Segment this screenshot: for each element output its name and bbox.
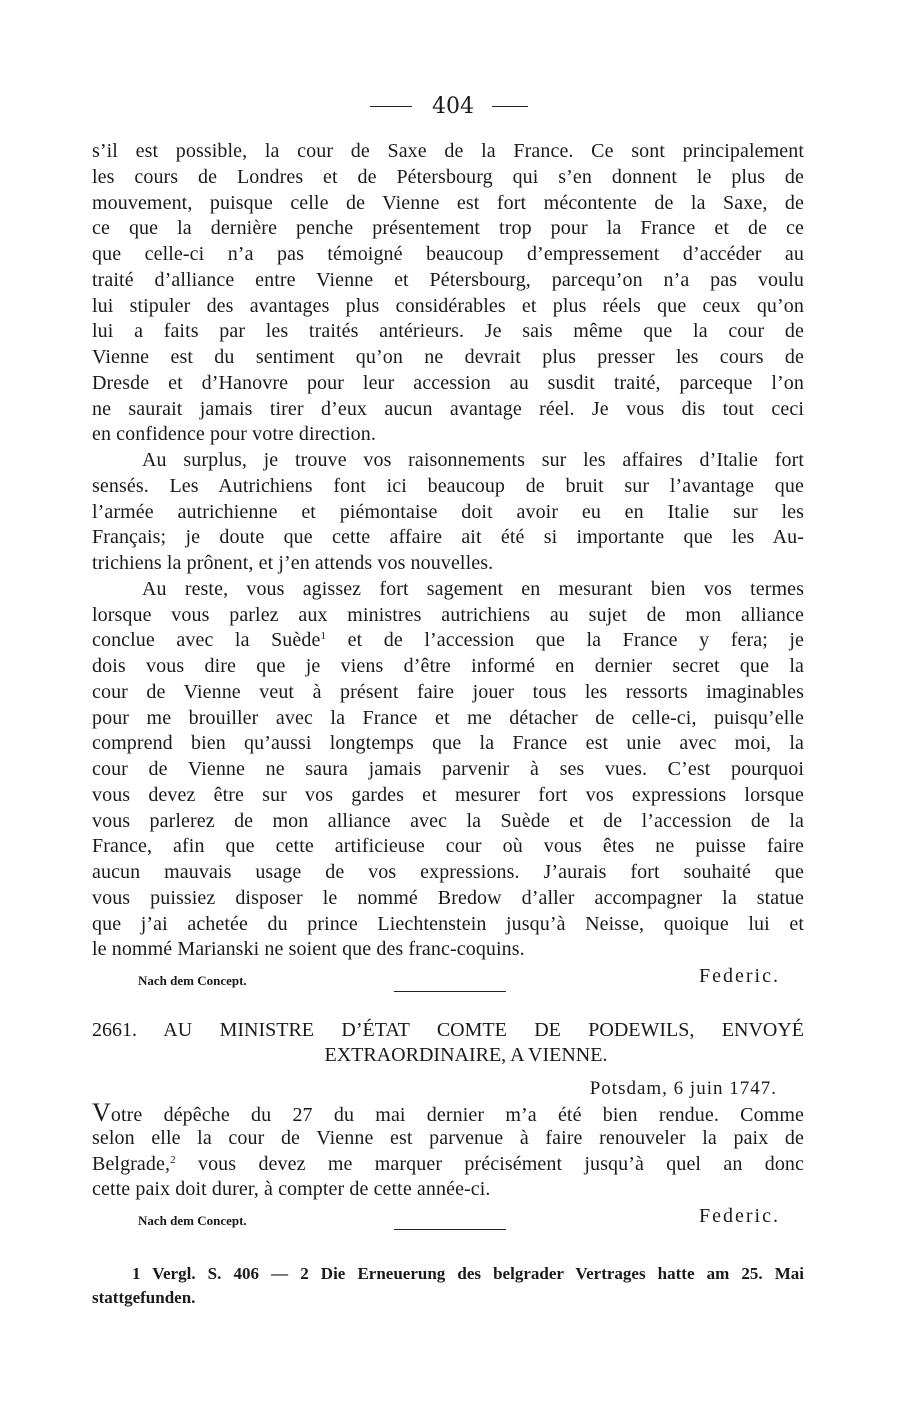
closing-row — [92, 963, 804, 993]
text-line: en confidence pour votre direction. — [92, 423, 376, 446]
text-line: ce que la dernière penche présentement trop pour la France et de ce — [92, 217, 804, 240]
text-line: s’il est possible, la cour de Saxe de la France. Ce sont principalement — [92, 140, 804, 162]
text-line: cour de Vienne ne saura jamais parvenir à ses vues. C’est pourquoi — [92, 758, 804, 780]
drop-cap: V — [92, 1098, 111, 1127]
text-line — [92, 1100, 804, 1126]
text-line: sensés. Les Autrichiens font ici beaucoup de bruit sur l’avantage que — [92, 474, 804, 497]
text-line: que j’ai achetée du prince Liechtenstein jusqu’à Neisse, quoique lui et — [92, 912, 804, 935]
text-line: ne saurait jamais tirer d’eux aucun avantage réel. Je vous dis tout ceci — [92, 397, 804, 420]
letter-heading — [92, 1018, 804, 1068]
page-header — [0, 92, 900, 122]
text-line — [92, 628, 804, 654]
source-note: Nach dem Concept. — [138, 1213, 247, 1228]
text-line: Français; je doute que cette affaire ait été si importante que les Au- — [92, 526, 804, 549]
footnote-marker: 2 — [170, 1153, 176, 1166]
text-line: trichiens la prônent, et j’en attends vos nouvelles. — [92, 552, 494, 574]
footnote-line: stattgefunden. — [92, 1288, 196, 1307]
signature: Federic. — [699, 965, 780, 987]
text-line: Au surplus, je trouve vos raisonnements sur les affaires d’Italie fort — [142, 449, 804, 471]
text-line: les cours de Londres et de Pétersbourg qui s’en donnent le plus de — [92, 165, 804, 188]
text-line: aucun mauvais usage de vos expressions. J’aurais fort souhaité que — [92, 861, 804, 883]
section-rule — [394, 1229, 506, 1230]
text-line: lui a faits par les traités antérieurs. Je sais même que la cour de — [92, 320, 804, 343]
text-line: cour de Vienne veut à présent faire jouer tous les ressorts imaginables — [92, 680, 804, 703]
text-line: que celle-ci n’a pas témoigné beaucoup d’empressement d’accéder au — [92, 243, 804, 265]
text-fragment: et de l’accession que la France y fera; je — [326, 629, 805, 652]
text-line: traité d’alliance entre Vienne et Pétersbourg, parcequ’on n’a pas voulu — [92, 268, 804, 291]
text-line: selon elle la cour de Vienne est parvenue à faire renouveler la paix de — [92, 1126, 804, 1149]
text-line: vous parlerez de mon alliance avec la Suède et de l’accession de la — [92, 809, 804, 832]
letter-2661-body — [92, 1100, 804, 1233]
text-line: dois vous dire que je viens d’être informé en dernier secret que la — [92, 655, 804, 677]
text-line: vous puissiez disposer le nommé Bredow d’aller accompagner la statue — [92, 886, 804, 909]
text-line: lorsque vous parlez aux ministres autrichiens au sujet de mon alliance — [92, 603, 804, 626]
text-line: le nommé Marianski ne soient que des franc-coquins. — [92, 938, 525, 961]
text-line: l’armée autrichienne et piémontaise doit avoir eu en Italie sur les — [92, 500, 804, 523]
footnotes — [92, 1262, 804, 1310]
text-fragment: vous devez me marquer précisément jusqu’à quel an donc — [175, 1152, 804, 1175]
text-line: cette paix doit durer, à compter de cette année-ci. — [92, 1178, 491, 1201]
text-line — [92, 1152, 804, 1178]
header-dash-left — [370, 106, 412, 107]
text-line: France, afin que cette artificieuse cour où vous êtes ne puisse faire — [92, 835, 804, 858]
page-number: 404 — [432, 94, 474, 119]
letter-2660-body — [92, 139, 804, 993]
signature: Federic. — [699, 1205, 780, 1227]
section-rule — [394, 991, 506, 992]
heading-line: 2661. AU MINISTRE D’ÉTAT COMTE DE PODEWILS, ENVOYÉ — [92, 1019, 804, 1041]
text-fragment: Belgrade, — [92, 1152, 171, 1175]
text-line: Au reste, vous agissez fort sagement en mesurant bien vos termes — [142, 577, 804, 600]
footnote-line: 1 Vergl. S. 406 — 2 Die Erneuerung des belgrader Vertrages hatte am 25. Mai — [132, 1264, 804, 1283]
source-note: Nach dem Concept. — [138, 973, 247, 988]
text-line: pour me brouiller avec la France et me détacher de celle-ci, puisqu’elle — [92, 706, 804, 729]
text-line: Dresde et d’Hanovre pour leur accession au susdit traité, parceque l’on — [92, 371, 804, 394]
footnote-marker: 1 — [320, 630, 327, 643]
text-line: mouvement, puisque celle de Vienne est fort mécontente de la Saxe, de — [92, 191, 804, 214]
text-line: Vienne est du sentiment qu’on ne devrait plus presser les cours de — [92, 346, 804, 368]
text-line: lui stipuler des avantages plus considérables et plus réels que ceux qu’on — [92, 294, 804, 317]
header-dash-right — [492, 106, 528, 107]
dateline: Potsdam, 6 juin 1747. — [589, 1078, 777, 1099]
heading-line: EXTRAORDINAIRE, A VIENNE. — [324, 1044, 608, 1066]
text-fragment: conclue avec la Suède — [92, 629, 321, 652]
text-fragment: otre dépêche du 27 du mai dernier m’a été bien rendue. Comme — [110, 1104, 804, 1126]
text-line: comprend bien qu’aussi longtemps que la France est unie avec moi, la — [92, 732, 804, 755]
text-line: vous devez être sur vos gardes et mesurer fort vos expressions lorsque — [92, 783, 804, 806]
